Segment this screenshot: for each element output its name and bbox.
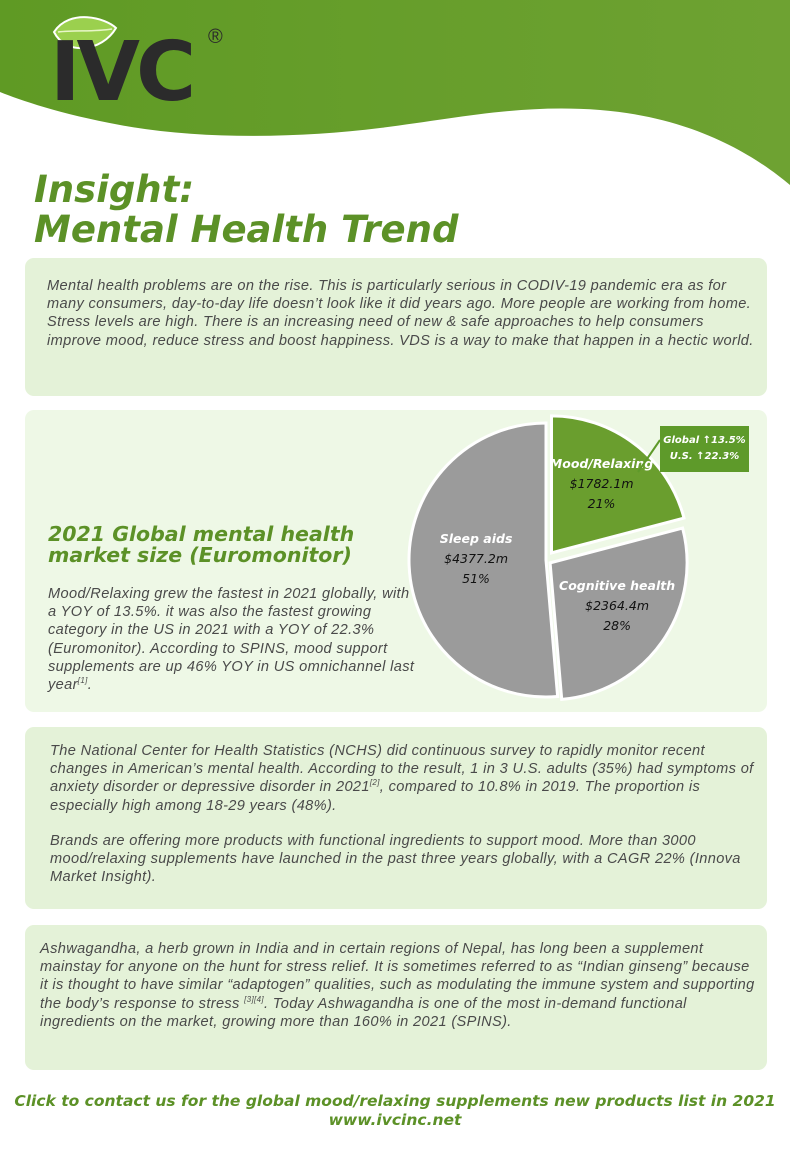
growth-callout: [660, 426, 749, 472]
contact-cta[interactable]: [0, 1092, 790, 1130]
reference-1[interactable]: [1]: [77, 676, 88, 686]
ivc-logo[interactable]: [50, 12, 240, 122]
pie-slice-cognitive-health: [550, 528, 687, 699]
callout-us: U.S. ↑22.3%: [669, 451, 740, 462]
market-text: [48, 585, 418, 694]
market-heading-line-1: 2021 Global mental health: [48, 522, 355, 546]
page-title: [34, 170, 458, 250]
slice-percent: 21%: [587, 495, 616, 511]
market-heading: [48, 524, 354, 566]
website-link[interactable]: www.ivcinc.net: [328, 1111, 462, 1129]
logo-text: IVC: [50, 25, 193, 120]
slice-value: $1782.1m: [569, 475, 634, 491]
callout-global: Global ↑13.5%: [663, 435, 746, 446]
intro-text: Mental health problems are on the rise. This is particularly serious in CODIV-19 pandemic era as for many consumers, day-to-day life doesn’t look like it did years ago. More people are working from home. Stress levels are high. There is an increasing need of new & safe approaches to help consumers improve mood, reduce stress and boost happiness. VDS is a way to make that happen in a hectic world.: [47, 278, 754, 349]
slice-name: Cognitive health: [559, 578, 676, 594]
slice-name: Sleep aids: [439, 530, 513, 546]
slice-name: Mood/Relaxing: [549, 455, 654, 471]
title-line-1: Insight:: [34, 168, 195, 211]
registered-mark: ®: [208, 26, 223, 48]
market-pie-chart: [400, 410, 700, 712]
reference-2[interactable]: [2]: [369, 778, 380, 788]
market-heading-line-2: market size (Euromonitor): [48, 543, 352, 567]
slice-value: $2364.4m: [585, 598, 650, 614]
ashwagandha-text-end: . Today Ashwagandha is one of the most in-demand functional ingredients on the market, growing more than 160% in 2021 (SPINS).: [40, 995, 687, 1030]
nchs-paragraph-2: Brands are offering more products with functional ingredients to support mood. More than 3000 mood/relaxing supplements have launched in the past three years globally, with a CAGR 22% (Innova Market Insight).: [50, 833, 741, 886]
ashwagandha-paragraph: [40, 940, 755, 1031]
reference-3-4[interactable]: [3][4]: [244, 994, 264, 1004]
nchs-paragraph-1: [50, 742, 755, 815]
market-text-end: .: [87, 677, 93, 694]
ashwagandha-text: Ashwagandha, a herb grown in India and in certain regions of Nepal, has long been a supplement mainstay for anyone on the hunt for stress relief. It is sometimes referred to as “Indian ginseng” because it is thought to have similar “adaptogen” qualities, such as modulating the immune system and supporting the body’s response to stress: [40, 941, 755, 1012]
nchs-p1-text-end: , compared to 10.8% in 2019. The proportion is especially high among 18-29 years (48%).: [50, 779, 701, 814]
cta-text[interactable]: Click to contact us for the global mood/relaxing supplements new products list in 2021: [14, 1092, 776, 1110]
slice-percent: 28%: [603, 618, 631, 634]
slice-value: $4377.2m: [444, 550, 509, 566]
nchs-p1-text: The National Center for Health Statistics (NCHS) did continuous survey to rapidly monitor recent changes in American’s mental health. According to the result, 1 in 3 U.S. adults (35%) had symptoms of anxiety disorder or depressive disorder in 2021: [50, 743, 754, 796]
title-line-2: Mental Health Trend: [34, 208, 459, 251]
slice-percent: 51%: [462, 570, 490, 586]
market-text-main: Mood/Relaxing grew the fastest in 2021 globally, with a YOY of 13.5%. it was also the fastest growing category in the US in 2021 with a YOY of 22.3%(Euromonitor). According to SPINS, mood support supplements are up 46% YOY in US omnichannel last year: [48, 586, 415, 694]
